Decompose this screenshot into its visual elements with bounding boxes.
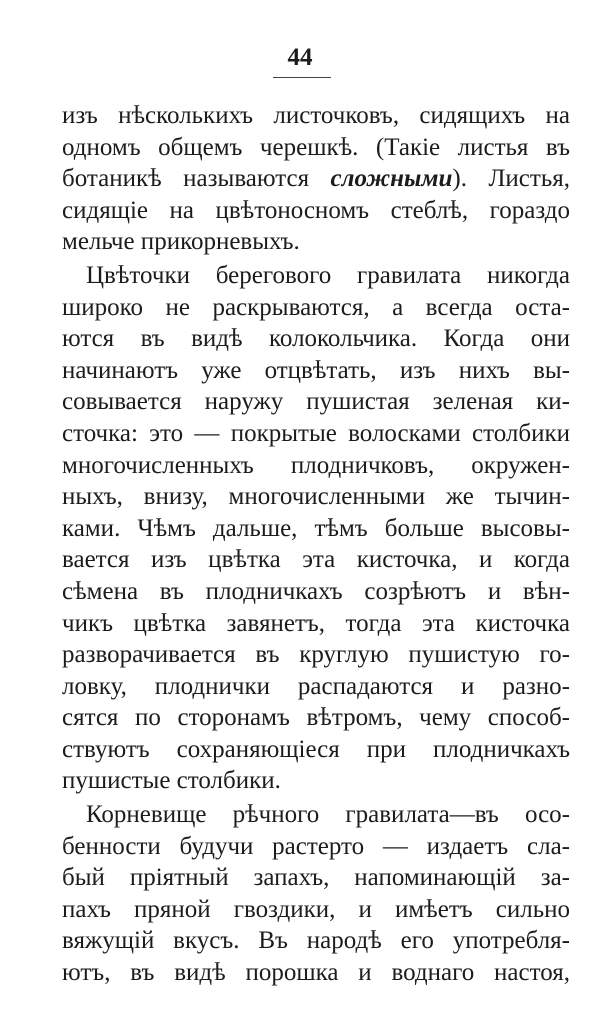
text-segment: ). Листья, <box>452 165 570 193</box>
text-line: вяжущій вкусъ. Въ народѣ его употребля- <box>62 927 570 955</box>
text-line: пахъ пряной гвоздики, и имѣетъ сильно <box>62 895 570 923</box>
paragraph-3 <box>62 799 570 989</box>
text-line: совывается наружу пушистая зеленая ки- <box>62 388 570 416</box>
text-line: чикъ цвѣтка завянетъ, тогда эта кисточка <box>62 609 570 637</box>
text-segment: ботаникѣ называются <box>62 165 331 193</box>
text-line: ками. Чѣмъ дальше, тѣмъ больше высовы- <box>62 514 570 542</box>
text-line <box>62 163 570 195</box>
text-line: бенности будучи растерто — издаетъ сла- <box>62 832 570 860</box>
text-line: ловку, плоднички распадаются и разно- <box>62 672 570 700</box>
text-line: сточка: это — покрытые волосками столбики <box>62 419 570 447</box>
paragraph-1 <box>62 100 570 258</box>
italic-term: сложными <box>330 165 453 193</box>
body-text <box>62 100 570 989</box>
text-line: мельче прикорневыхъ. <box>62 228 300 256</box>
text-line: сидящіе на цвѣтоносномъ стеблѣ, гораздо <box>62 196 570 224</box>
text-line: разворачивается въ круглую пушистую го- <box>62 641 570 669</box>
text-line: одномъ общемъ черешкѣ. (Такіе листья въ <box>62 133 570 161</box>
text-line: изъ нѣсколькихъ листочковъ, сидящихъ на <box>62 102 570 129</box>
text-line: ствуютъ сохраняющіеся при плодничкахъ <box>62 735 570 763</box>
text-line: широко не раскрываются, а всегда оста- <box>62 293 570 321</box>
text-line: ютъ, въ видѣ порошка и воднаго настоя, <box>62 959 570 987</box>
text-line: многочисленныхъ плодничковъ, окружен- <box>62 451 570 479</box>
text-line: ныхъ, внизу, многочисленными же тычин- <box>62 483 570 511</box>
page-number-rule <box>273 77 331 78</box>
page-number: 44 <box>287 44 313 71</box>
text-line: начинаютъ уже отцвѣтать, изъ нихъ вы- <box>62 356 570 384</box>
text-line: пушистые столбики. <box>62 767 281 795</box>
paragraph-2 <box>62 260 570 797</box>
text-line: ются въ видѣ колокольчика. Когда они <box>62 325 570 353</box>
text-line: Корневище рѣчного гравилата—въ осо- <box>86 801 570 829</box>
text-line: Цвѣточки берегового гравилата никогда <box>86 261 570 289</box>
text-line: вается изъ цвѣтка эта кисточка, и когда <box>62 546 570 574</box>
text-line: бый пріятный запахъ, напоминающій за- <box>62 864 570 892</box>
text-line: сятся по сторонамъ вѣтромъ, чему способ- <box>62 704 570 732</box>
text-line: сѣмена въ плодничкахъ созрѣютъ и вѣн- <box>62 577 570 605</box>
